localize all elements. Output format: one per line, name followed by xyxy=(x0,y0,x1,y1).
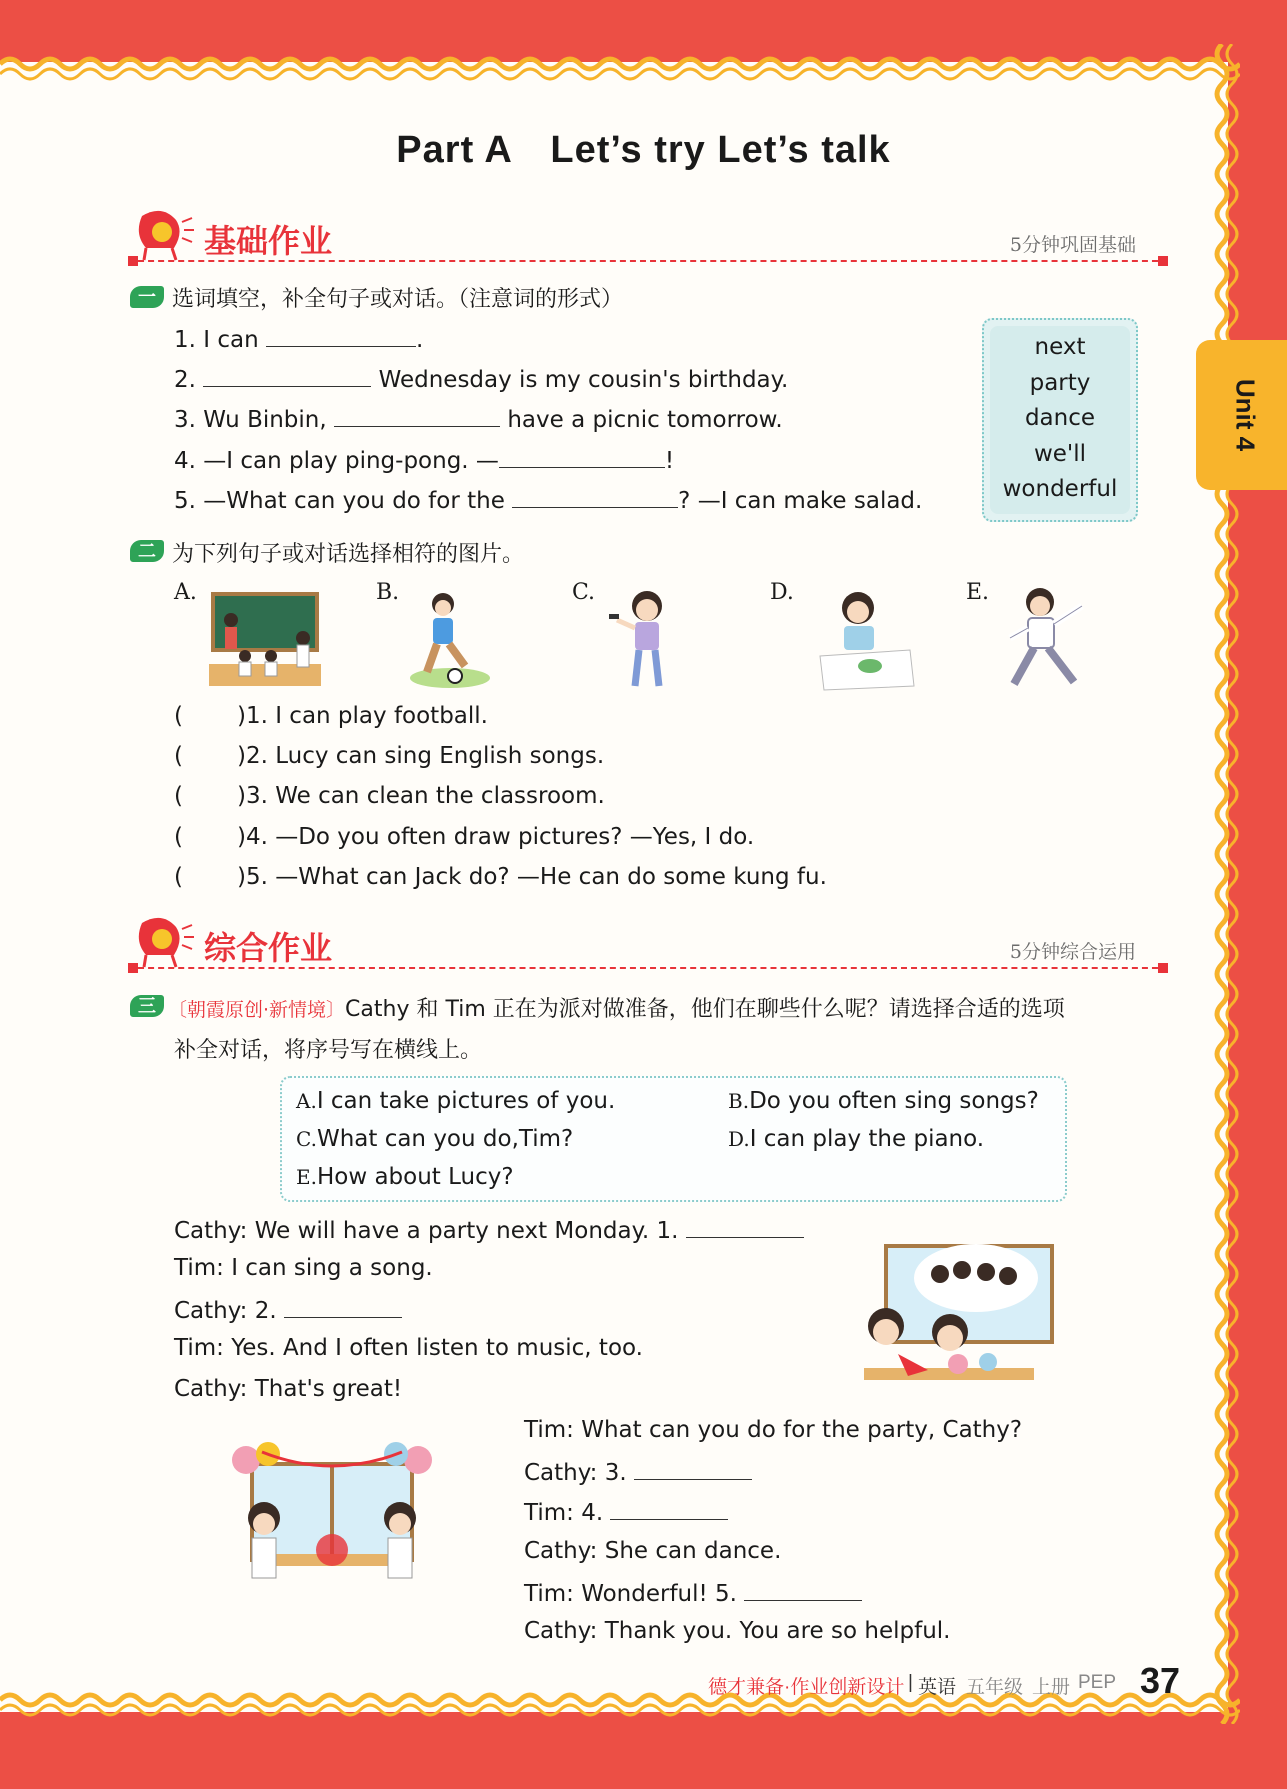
option-letter: B. xyxy=(728,1089,750,1113)
answer-blank[interactable] xyxy=(634,1457,752,1480)
footer-volume: 上册 xyxy=(1032,1677,1071,1698)
answer-blank[interactable] xyxy=(334,404,500,427)
dialogue-text: Cathy: 2. xyxy=(174,1298,285,1324)
question-1-instruction: 选词填空，补全句子或对话。（注意词的形式） xyxy=(172,287,624,312)
dialogue-line: Tim: Yes. And I often listen to music, too. xyxy=(174,1335,643,1361)
picture-label-b: B. xyxy=(376,580,400,605)
q2-item-4 xyxy=(174,824,754,850)
wavy-border-top xyxy=(0,44,1240,84)
dialogue-line xyxy=(524,1497,728,1526)
q1-item-3 xyxy=(174,404,783,433)
party-kids-illustration xyxy=(858,1236,1058,1396)
question-number-2: 二 xyxy=(130,540,164,562)
q2-item-1-text: )1. I can play football. xyxy=(236,703,488,729)
option-a[interactable] xyxy=(296,1088,615,1114)
answer-blank[interactable] xyxy=(203,364,371,387)
footer-subject: 英语 xyxy=(918,1677,957,1698)
paren: ( xyxy=(174,783,183,809)
divider-dot-left xyxy=(128,256,138,266)
bell-icon xyxy=(132,208,194,264)
q2-item-2 xyxy=(174,743,604,769)
unit-tab-label: Unit 4 xyxy=(1230,378,1261,452)
wavy-border-right xyxy=(1200,44,1252,1724)
paren: ( xyxy=(174,864,183,890)
q1-item-3-text: 3. Wu Binbin, xyxy=(174,407,335,433)
picture-label-c: C. xyxy=(572,580,596,605)
word-bank xyxy=(982,318,1138,522)
option-letter: C. xyxy=(296,1127,317,1151)
paren: ( xyxy=(174,703,183,729)
option-letter: A. xyxy=(296,1089,317,1113)
options-box xyxy=(280,1076,1067,1202)
picture-label-e: E. xyxy=(966,580,990,605)
q1-item-5 xyxy=(174,485,922,514)
option-letter: E. xyxy=(296,1165,317,1189)
section-divider xyxy=(128,967,1168,969)
q1-item-2-end: Wednesday is my cousin's birthday. xyxy=(371,367,789,393)
answer-blank[interactable] xyxy=(284,1295,402,1318)
dialogue-line: Cathy: That's great! xyxy=(174,1376,403,1402)
unit-tab[interactable] xyxy=(1196,340,1287,490)
divider-dot-left xyxy=(128,963,138,973)
q1-item-2 xyxy=(174,364,788,393)
section-header-basic xyxy=(128,208,1168,268)
q1-item-4-end: ! xyxy=(664,448,675,474)
page-title: Part A Let’s try Let’s talk xyxy=(396,129,891,171)
answer-blank[interactable] xyxy=(512,485,678,508)
word-bank-item: next xyxy=(1034,334,1086,360)
word-bank-item: dance xyxy=(1024,405,1096,431)
dialogue-text: Tim: 4. xyxy=(524,1500,611,1526)
divider-dot-right xyxy=(1158,963,1168,973)
footer-grade: 五年级 xyxy=(966,1677,1024,1698)
section-divider xyxy=(128,260,1168,262)
question-number-1: 一 xyxy=(130,286,164,308)
answer-blank[interactable] xyxy=(266,324,416,347)
option-letter: D. xyxy=(728,1127,750,1151)
dialogue-line xyxy=(174,1215,804,1244)
singing-girl-picture xyxy=(603,586,683,696)
q1-item-4 xyxy=(174,445,674,474)
q1-item-5-text: 5. —What can you do for the xyxy=(174,488,513,514)
option-b[interactable] xyxy=(728,1088,1039,1114)
paren: ( xyxy=(174,824,183,850)
section-label-basic: 基础作业 xyxy=(204,222,333,260)
dialogue-line xyxy=(174,1295,402,1324)
page-number: 37 xyxy=(1140,1660,1181,1701)
answer-blank[interactable] xyxy=(744,1578,862,1601)
dialogue-line: Tim: I can sing a song. xyxy=(174,1255,433,1281)
dialogue-text: Cathy: We will have a party next Monday. 1. xyxy=(174,1218,686,1244)
option-text: How about Lucy? xyxy=(316,1164,514,1190)
q2-item-1 xyxy=(174,703,488,729)
option-d[interactable] xyxy=(728,1126,984,1152)
question-tag: 〔朝霞原创·新情境〕 xyxy=(168,999,346,1021)
option-e[interactable] xyxy=(296,1164,514,1190)
option-text: What can you do,Tim? xyxy=(316,1126,574,1152)
q2-item-2-text: )2. Lucy can sing English songs. xyxy=(236,743,605,769)
q1-item-4-text: 4. —I can play ping-pong. — xyxy=(174,448,499,474)
section-note-comprehensive: 5分钟综合运用 xyxy=(1009,941,1136,963)
option-c[interactable] xyxy=(296,1126,573,1152)
dialogue-line xyxy=(524,1457,752,1486)
drawing-girl-picture xyxy=(810,586,920,696)
bell-icon xyxy=(132,915,194,971)
dialogue-line: Tim: What can you do for the party, Cathy? xyxy=(524,1417,1023,1443)
dialogue-line: Cathy: She can dance. xyxy=(524,1538,782,1564)
footer-brand: 德才兼备·作业创新设计 xyxy=(708,1677,905,1698)
q1-item-3-end: have a picnic tomorrow. xyxy=(500,407,783,433)
option-text: I can play the piano. xyxy=(749,1126,985,1152)
answer-blank[interactable] xyxy=(499,445,665,468)
q2-item-5-text: )5. —What can Jack do? —He can do some kung fu. xyxy=(236,864,827,890)
kung-fu-picture xyxy=(1000,584,1100,696)
answer-blank[interactable] xyxy=(686,1215,804,1238)
q2-item-5 xyxy=(174,864,827,890)
option-text: I can take pictures of you. xyxy=(316,1088,616,1114)
section-note-basic: 5分钟巩固基础 xyxy=(1009,234,1136,256)
footer-edition: PEP xyxy=(1078,1672,1117,1693)
word-bank-item: wonderful xyxy=(1002,476,1118,502)
dialogue-line xyxy=(524,1578,862,1607)
classroom-cleaning-picture xyxy=(205,590,325,690)
section-label-comprehensive: 综合作业 xyxy=(204,929,333,967)
q2-item-3-text: )3. We can clean the classroom. xyxy=(236,783,605,809)
dialogue-line: Cathy: Thank you. You are so helpful. xyxy=(524,1618,951,1644)
question-2-instruction: 为下列句子或对话选择相符的图片。 xyxy=(172,542,525,567)
picture-label-a: A. xyxy=(174,580,197,605)
answer-blank[interactable] xyxy=(610,1497,728,1520)
question-3-instruction-line1: Cathy 和 Tim 正在为派对做准备，他们在聊些什么呢？请选择合适的选项 xyxy=(345,997,1065,1022)
q1-item-2-text: 2. xyxy=(174,367,204,393)
q1-item-1 xyxy=(174,324,423,353)
word-bank-item: party xyxy=(1029,370,1091,396)
paren: ( xyxy=(174,743,183,769)
divider-dot-right xyxy=(1158,256,1168,266)
word-bank-item: we'll xyxy=(1033,441,1087,467)
footer-divider: | xyxy=(908,1672,913,1693)
q2-item-4-text: )4. —Do you often draw pictures? —Yes, I do. xyxy=(236,824,755,850)
picture-label-d: D. xyxy=(770,580,794,605)
question-3-instruction-line2: 补全对话，将序号写在横线上。 xyxy=(174,1038,483,1063)
question-number-3: 三 xyxy=(130,995,164,1017)
option-text: Do you often sing songs? xyxy=(749,1088,1039,1114)
football-picture xyxy=(405,590,495,690)
q1-item-5-end: ? —I can make salad. xyxy=(678,488,923,514)
question-3-instruction xyxy=(168,992,1065,1023)
dialogue-text: Cathy: 3. xyxy=(524,1460,635,1486)
q1-item-1-end: . xyxy=(415,327,424,353)
q1-item-1-text: 1. I can xyxy=(174,327,266,353)
section-header-comprehensive xyxy=(128,915,1168,975)
q2-item-3 xyxy=(174,783,605,809)
dialogue-text: Tim: Wonderful! 5. xyxy=(524,1581,745,1607)
decorating-kids-illustration xyxy=(222,1440,442,1610)
